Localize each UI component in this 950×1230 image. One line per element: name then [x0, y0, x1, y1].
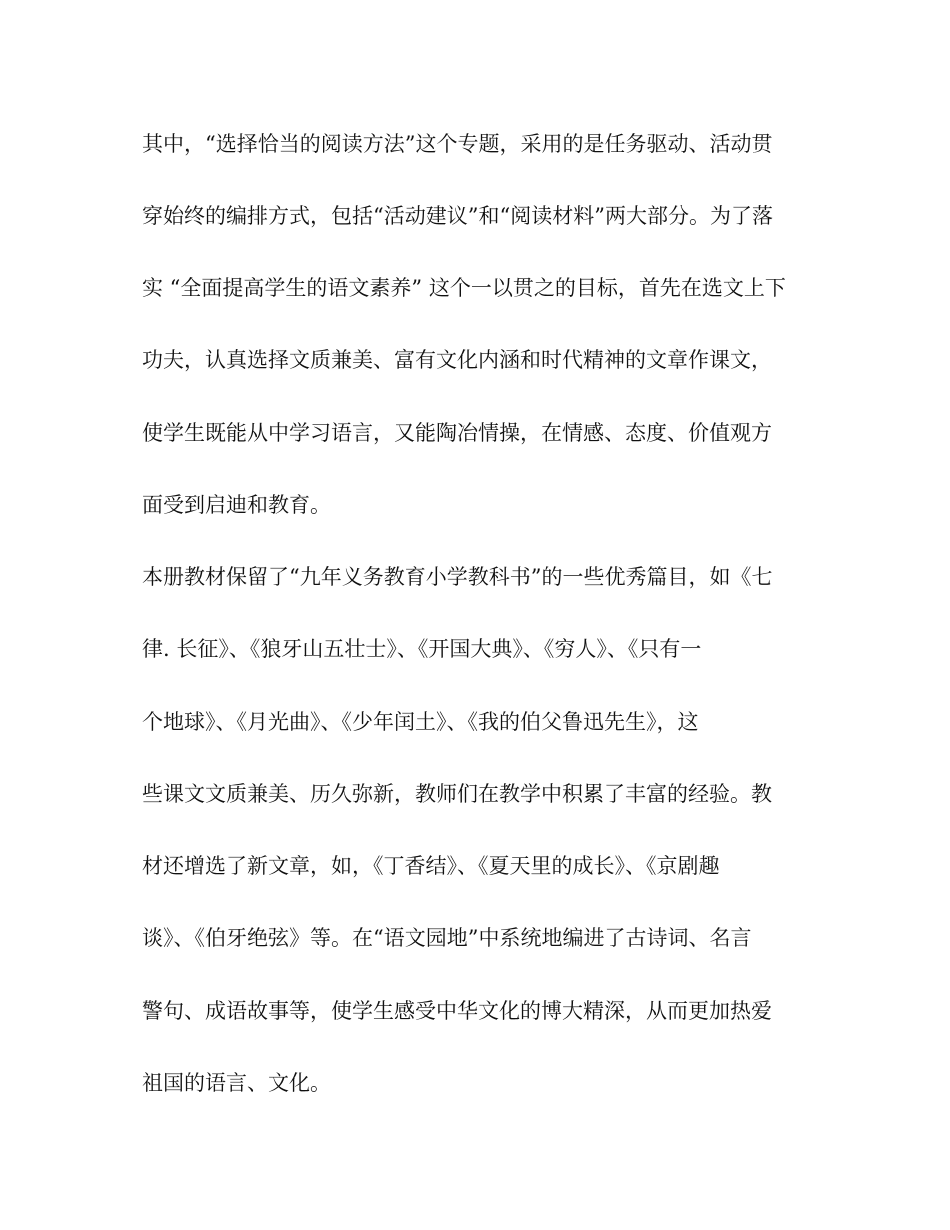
paragraph-2-line-2: 律. 长征》、《狼牙山五壮士》、《开国大典》、《穷人》、《只有一	[142, 637, 702, 661]
paragraph-2-line-5: 材还增选了新文章，如，《丁香结》、《夏天里的成长》、《京剧趣	[142, 854, 720, 878]
paragraph-2-line-1: 本册教材保留了“九年义务教育小学教科书”的一些优秀篇目，如《七	[142, 565, 773, 589]
paragraph-1-line-4: 功夫，认真选择文质兼美、富有文化内涵和时代精神的文章作课文，	[142, 348, 772, 372]
paragraph-1-line-1: 其中，“选择恰当的阅读方法”这个专题，采用的是任务驱动、活动贯	[142, 132, 773, 156]
paragraph-1-line-3: 实 “全面提高学生的语文素养” 这个一以贯之的目标，首先在选文上下	[142, 276, 786, 300]
paragraph-1-line-5: 使学生既能从中学习语言，又能陶冶情操，在情感、态度、价值观方	[142, 421, 772, 445]
paragraph-1-line-6: 面受到启迪和教育。	[142, 493, 331, 517]
paragraph-2-line-3: 个地球》、《月光曲》、《少年闰土》、《我的伯父鲁迅先生》，这	[142, 710, 699, 734]
paragraph-1-line-2: 穿始终的编排方式，包括“活动建议”和“阅读材料”两大部分。为了落	[142, 204, 773, 228]
paragraph-2-line-4: 些课文文质兼美、历久弥新，教师们在教学中积累了丰富的经验。教	[142, 782, 772, 806]
paragraph-2-line-8: 祖国的语言、文化。	[142, 1071, 331, 1095]
paragraph-2-line-6: 谈》、《伯牙绝弦》等。在“语文园地”中系统地编进了古诗词、名言	[142, 926, 752, 950]
paragraph-2-line-7: 警句、成语故事等，使学生感受中华文化的博大精深，从而更加热爱	[142, 999, 772, 1023]
